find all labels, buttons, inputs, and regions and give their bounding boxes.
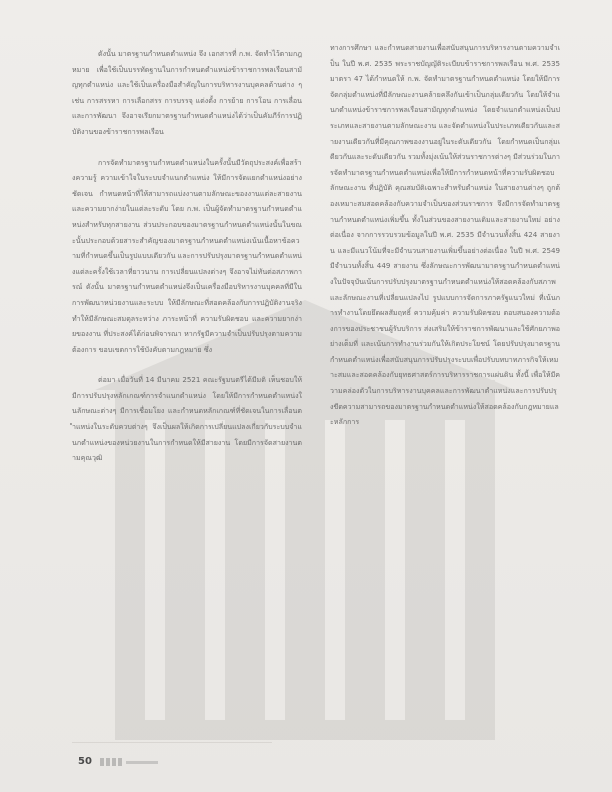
right-paragraph-1: ทางการศึกษา และกำหนดสายงานเพื่อสนับสนุนการบริหารงานตามความจำเป็น ในปี พ.ศ. 2535 พระราชบัญญัติระเบียบข้าราชการพลเรือน พ.ศ. 2535 มาตรา 47 ได้กำหนดให้ ก.พ. จัดทำมาตรฐานกำหนดตำแหน่ง โดยให้มีการจัดกลุ่มตำแหน่งที่มีลักษณะงานคล้ายคลึงกันเข้าเป็นกลุ่มเดียวกัน โดยให้จำแนกตำแหน่งข้าราชการพลเรือนสามัญทุกตำแหน่ง โดยจำแนกตำแหน่งเป็นประเภทและสายงานตามลักษณะงาน และจัดตำแหน่งในประเภทเดียวกันและสายงานเดียวกันที่มีคุณภาพของงานอยู่ในระดับเดียวกัน โดยกำหนดเป็นกลุ่มเดียวกันและระดับเดียวกัน รวมทั้งมุ่งเน้นให้ส่วนราชการต่างๆ มีส่วนร่วมในการจัดทำมาตรฐานกำหนดตำแหน่งเพื่อให้มีการกำหนดหน้าที่ความรับผิดชอบ ลักษณะงาน ที่ปฏิบัติ คุณสมบัติเฉพาะสำหรับตำแหน่ง ในสายงานต่างๆ ถูกต้องเหมาะสมสอดคล้องกับความจำเป็นของส่วนราชการ จึงมีการจัดทำมาตรฐานกำหนดตำแหน่งเพิ่มขึ้น ทั้งในส่วนของสายงานเดิมและสายงานใหม่ อย่างต่อเนื่อง จากการรวบรวมข้อมูลในปี พ.ศ. 2535 มีจำนวนทั้งสิ้น 424 สายงาน และมีแนวโน้มที่จะมีจำนวนสายงานเพิ่มขึ้นอย่างต่อเนื่อง ในปี พ.ศ. 2549 มีจำนวนทั้งสิ้น 449 สายงาน ซึ่งลักษณะการพัฒนามาตรฐานกำหนดตำแหน่งในปัจจุบันเน้นการปรับปรุงมาตรฐานกำหนดตำแหน่งให้สอดคล้องกับสภาพและลักษณะงานที่เปลี่ยนแปลงไป รูปแบบการจัดการภาครัฐแนวใหม่ ที่เน้นการทำงานโดยยึดผลสัมฤทธิ์ ความคุ้มค่า ความรับผิดชอบ ตอบสนองความต้องการของประชาชนผู้รับบริการ ส่งเสริมให้ข้าราชการพัฒนาและใช้ศักยภาพอย่างเต็มที่ และเน้นการทำงานร่วมกันให้เกิดประโยชน์ โดยปรับปรุงมาตรฐานกำหนดตำแหน่งเพื่อสนับสนุนการปรับปรุงระบบเพื่อปรับบทบาทภารกิจให้เหมาะสมและสอดคล้องกับยุทธศาสตร์การบริหารราชการแผ่นดิน ทั้งนี้ เพื่อให้มีความคล่องตัวในการบริหารงานบุคคลและการพัฒนาตำแหน่งและการปรับปรุงขีดความสามารถของมาตรฐานกำหนดตำแหน่งให้สอดคล้องกับกฎหมายและหลักการ [330, 43, 561, 427]
left-paragraph-1: ดังนั้น มาตรฐานกำหนดตำแหน่ง จึง เอกสารที่ ก.พ. จัดทำไว้ตามกฎหมาย เพื่อใช้เป็นบรรทัดฐานในการกำหนดตำแหน่งข้าราชการพลเรือนสามัญทุกตำแหน่ง และใช้เป็นเครื่องมือสำคัญในการบริหารงานบุคคลด้านต่าง ๆ เช่น การสรรหา การเลือกสรร การบรรจุ แต่งตั้ง การย้าย การโอน การเลื่อน และการพัฒนา จึงอาจเรียกมาตรฐานกำหนดตำแหน่งได้ว่าเป็นคัมภีร์การปฏิบัติงานของข้าราชการพลเรือน [72, 49, 302, 136]
right-text-column [330, 40, 560, 445]
page-number: 50 [78, 756, 92, 767]
left-paragraph-3: ต่อมา เมื่อวันที่ 14 มีนาคม 2521 คณะรัฐมนตรีได้มีมติ เห็นชอบให้มีการปรับปรุงหลักเกณฑ์การจำแนกตำแหน่ง โดยให้มีการกำหนดตำแหน่งในลักษณะต่างๆ มีการเชื่อมโยง และกำหนดหลักเกณฑ์ที่ชัดเจนในการเลื่อนตำแหน่งในระดับควบต่างๆ จึงเป็นผลให้เกิดการเปลี่ยนแปลงเกี่ยวกับระบบจำแนกตำแหน่งของหน่วยงานในการกำหนดให้มีสายงาน โดยมีการจัดสายงานตามคุณวุฒิ [72, 375, 302, 463]
left-text-column [72, 46, 302, 481]
left-paragraph-2: การจัดทำมาตรฐานกำหนดตำแหน่งในครั้งนั้นมีวัตถุประสงค์เพื่อสร้างความรู้ ความเข้าใจในระบบจำแนกตำแหน่ง ให้มีการจัดแยกตำแหน่งอย่างชัดเจน กำหนดหน้าที่ให้สามารถแบ่งงานตามลักษณะของงานแต่ละสายงานและความยากง่ายในแต่ละระดับ โดย ก.พ. เป็นผู้จัดทำมาตรฐานกำหนดตำแหน่งสำหรับทุกสายงาน ส่วนประกอบของมาตรฐานกำหนดตำแหน่งนั้นในขณะนั้นประกอบด้วยสาระสำคัญของมาตรฐานกำหนดตำแหน่งเน้นเนื้อหาข้อความที่กำหนดขึ้นเป็นรูปแบบเดียวกัน และการปรับปรุงมาตรฐานกำหนดตำแหน่งแต่ละครั้งใช้เวลาที่ยาวนาน การเปลี่ยนแปลงต่างๆ จึงอาจไม่ทันต่อสภาพการณ์ ดังนั้น มาตรฐานกำหนดตำแหน่งจึงเป็นเครื่องมือบริหารงานบุคคลที่มีในการพัฒนาหน่วยงานและระบบ ให้มีลักษณะที่สอดคล้องกับการปฏิบัติงานจริง ทำให้มีลักษณะสมดุลระหว่าง ภาระหน้าที่ ความรับผิดชอบ และความยากง่ายของงาน ที่ประสงค์ได้ก่อนพิจารณา หากรัฐมีความจำเป็นปรับปรุงตามความต้องการ ขอบเขตการใช้บังคับตามกฎหมาย ซึ่ง [72, 157, 303, 354]
footer-decoration-icon [100, 756, 160, 768]
footer-rule [72, 742, 272, 743]
